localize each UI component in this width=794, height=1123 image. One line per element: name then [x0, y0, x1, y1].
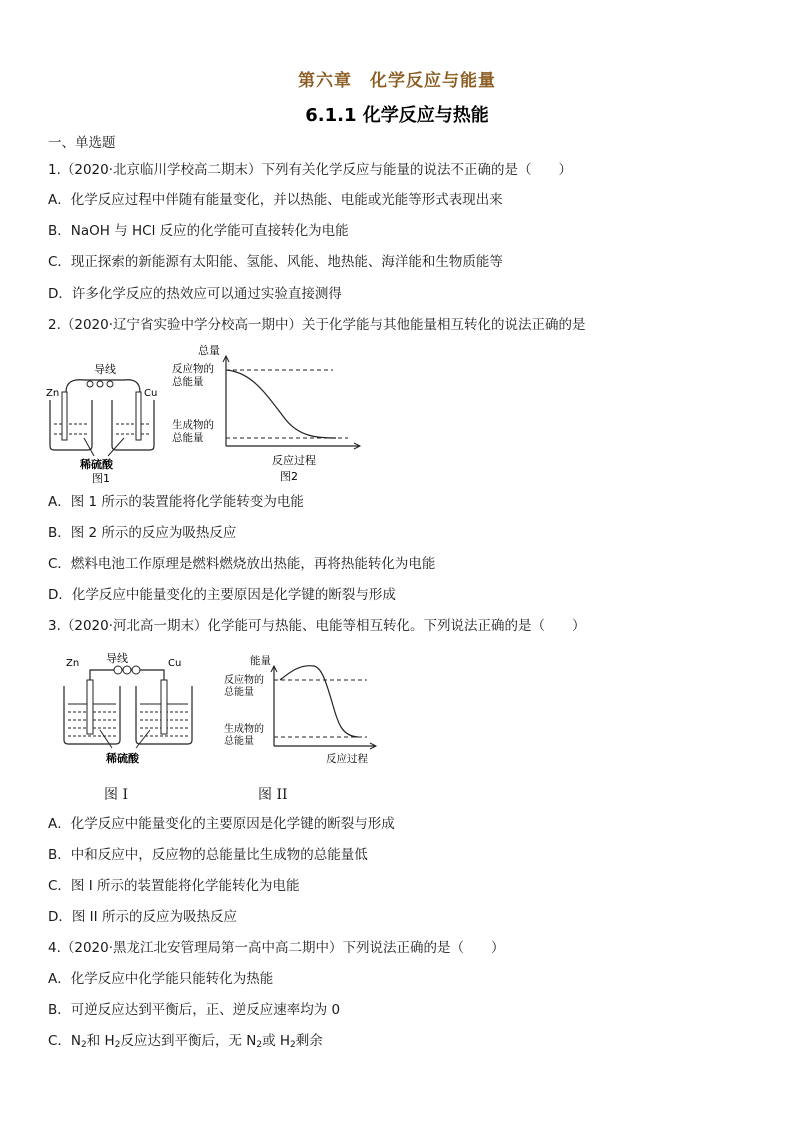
q3-option-a: A．化学反应中能量变化的主要原因是化学键的断裂与形成: [48, 816, 395, 832]
beaker-right: [112, 400, 154, 450]
y-axis-label: 总量: [198, 344, 220, 357]
x-axis-label: 反应过程: [272, 454, 316, 467]
cu-label: Cu: [144, 388, 158, 399]
acid-label: 稀硫酸: [106, 752, 139, 765]
cu-electrode: [136, 392, 141, 440]
wire-label: 导线: [106, 652, 128, 665]
q3-option-d: D．图 II 所示的反应为吸热反应: [48, 909, 237, 925]
product-label: 总能量: [224, 736, 254, 747]
energy-curve: [226, 370, 336, 438]
q1-option-b: B．NaOH 与 HCl 反应的化学能可直接转化为电能: [48, 223, 349, 239]
zn-label: Zn: [46, 388, 60, 399]
q2-option-d: D．化学反应中能量变化的主要原因是化学键的断裂与形成: [48, 587, 396, 603]
zn-label: Zn: [66, 658, 80, 669]
section-title: 6.1.1 化学反应与热能: [305, 105, 489, 126]
q1-option-d: D．许多化学反应的热效应可以通过实验直接测得: [48, 286, 342, 302]
zn-electrode: [62, 392, 67, 440]
product-label: 总能量: [172, 432, 204, 444]
acid-label: 稀硫酸: [80, 458, 113, 471]
reactant-label: 总能量: [172, 376, 204, 388]
wire-coil: [132, 666, 140, 674]
q2-stem: 2.（2020·辽宁省实验中学分校高一期中）关于化学能与其他能量相互转化的说法正确的是: [48, 317, 586, 333]
y-axis-label: 能量: [250, 655, 271, 667]
q2-figure-2: [168, 342, 368, 490]
wire-coil: [114, 666, 122, 674]
q3-figure-2: [222, 652, 382, 770]
wire-label: 导线: [94, 363, 116, 376]
q2-option-c: C．燃料电池工作原理是燃料燃烧放出热能，再将热能转化为电能: [48, 556, 436, 572]
q1-option-a: A．化学反应过程中伴随有能量变化，并以热能、电能或光能等形式表现出来: [48, 192, 503, 208]
section-heading: 一、单选题: [48, 135, 116, 151]
reactant-label: 反应物的: [172, 363, 214, 375]
pointer-line: [136, 730, 150, 748]
cu-label: Cu: [168, 658, 182, 669]
q1-stem: 1.（2020·北京临川学校高二期末）下列有关化学反应与能量的说法不正确的是（ ）: [48, 162, 573, 178]
wire-coil: [97, 381, 103, 387]
q3-option-b: B．中和反应中，反应物的总能量比生成物的总能量低: [48, 847, 368, 863]
wire-coil: [123, 666, 131, 674]
cu-electrode: [161, 680, 167, 734]
figure-caption: 图1: [92, 472, 110, 485]
wire-coil: [87, 381, 93, 387]
q3-figure-2-caption: 图 II: [258, 787, 288, 803]
reactant-label: 总能量: [224, 687, 254, 698]
product-label: 生成物的: [172, 419, 214, 431]
q3-figure-1: [60, 648, 200, 776]
q4-option-b: B．可逆反应达到平衡后，正、逆反应速率均为 0: [48, 1002, 341, 1018]
zn-electrode: [87, 680, 93, 734]
energy-curve: [280, 666, 358, 737]
pointer-line: [108, 438, 124, 456]
q3-figure-1-caption: 图 I: [104, 787, 128, 803]
q2-option-b: B．图 2 所示的反应为吸热反应: [48, 525, 237, 541]
q4-option-c: C．$N_2$和 $H_2$反应达到平衡后，无 $N_2$或 $H_2$剩余: [48, 1033, 323, 1050]
reactant-label: 反应物的: [224, 675, 264, 686]
q2-option-a: A．图 1 所示的装置能将化学能转变为电能: [48, 494, 304, 510]
q4-option-a: A．化学反应中化学能只能转化为热能: [48, 971, 274, 987]
x-axis-label: 反应过程: [326, 753, 368, 765]
wire: [66, 380, 140, 392]
q3-stem: 3.（2020·河北高一期末）化学能可与热能、电能等相互转化。下列说法正确的是（ ）: [48, 618, 586, 634]
pointer-line: [100, 730, 112, 748]
chapter-title: 第六章 化学反应与能量: [298, 71, 496, 91]
beaker-left: [50, 400, 92, 450]
q2-figure-1: [44, 358, 164, 490]
wire-coil: [107, 381, 113, 387]
q4-stem: 4.（2020·黑龙江北安管理局第一高中高二期中）下列说法正确的是（ ）: [48, 940, 505, 956]
q3-option-c: C．图 I 所示的装置能将化学能转化为电能: [48, 878, 300, 894]
figure-caption: 图2: [280, 470, 298, 483]
q1-option-c: C．现正探索的新能源有太阳能、氢能、风能、地热能、海洋能和生物质能等: [48, 254, 503, 270]
product-label: 生成物的: [224, 724, 264, 735]
